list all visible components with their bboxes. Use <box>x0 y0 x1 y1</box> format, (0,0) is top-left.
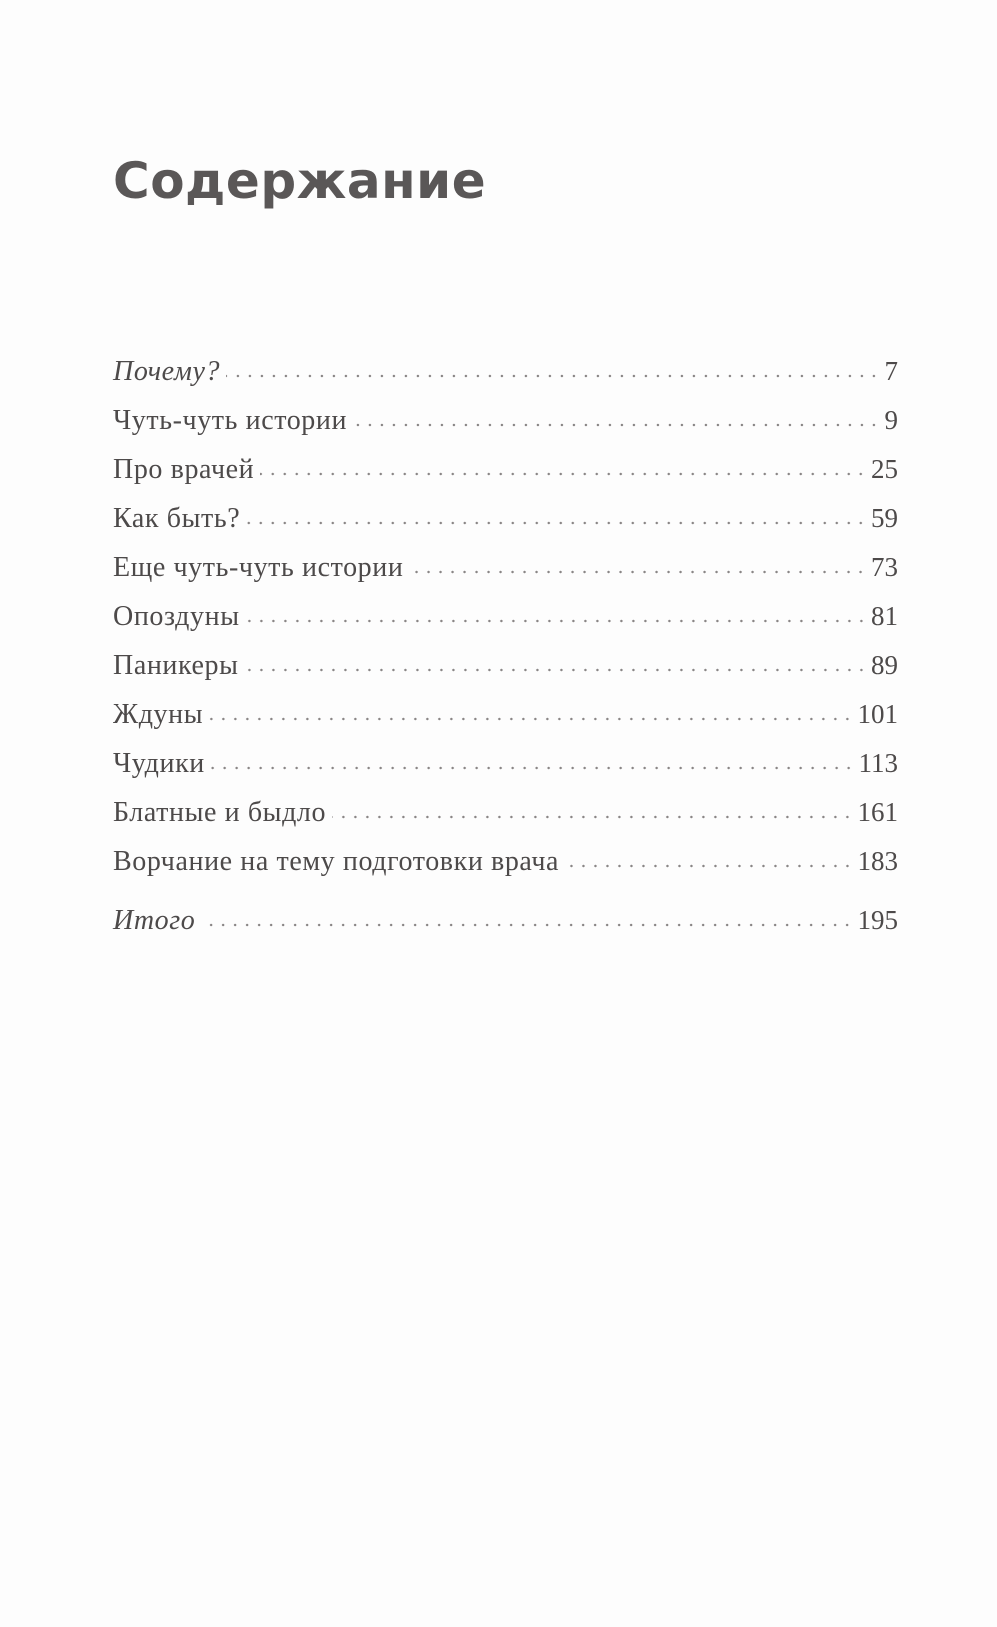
toc-entry-chudiki <box>113 748 898 797</box>
toc-entry-page-number: 161 <box>857 797 898 827</box>
dot-leader <box>201 922 853 928</box>
dot-leader <box>246 618 867 624</box>
toc-entry-page-number: 73 <box>871 552 898 582</box>
toc-entry-pochemu <box>113 356 898 405</box>
toc-entry-vorchanie <box>113 846 898 895</box>
toc-entry-chut-chut-istorii <box>113 405 898 454</box>
toc-entry-page-number: 81 <box>871 601 898 631</box>
dot-leader <box>260 471 867 477</box>
toc-entry-page-number: 183 <box>857 846 898 876</box>
dot-leader <box>245 667 867 673</box>
table-of-contents <box>113 356 898 954</box>
dot-leader <box>353 422 880 428</box>
toc-entry-zhduny <box>113 699 898 748</box>
toc-entry-label: Итого <box>113 905 196 936</box>
page-title: Содержание <box>113 152 487 210</box>
toc-entry-page-number: 101 <box>857 699 898 729</box>
toc-entry-label: Ворчание на тему подготовки врача <box>113 846 560 877</box>
toc-entry-page-number: 25 <box>871 454 898 484</box>
dot-leader <box>211 765 855 771</box>
toc-entry-label: Про врачей <box>113 454 255 485</box>
toc-entry-page-number: 9 <box>884 405 898 435</box>
toc-entry-page-number: 89 <box>871 650 898 680</box>
toc-entry-itogo <box>113 905 898 954</box>
toc-entry-label: Ждуны <box>113 699 204 730</box>
toc-entry-page-number: 195 <box>857 905 898 935</box>
toc-entry-label: Чудики <box>113 748 205 779</box>
toc-entry-label: Как быть? <box>113 503 241 534</box>
toc-entry-blatnye-i-bydlo <box>113 797 898 846</box>
toc-entry-page-number: 113 <box>858 748 898 778</box>
toc-entry-page-number: 59 <box>871 503 898 533</box>
dot-leader <box>332 814 853 820</box>
toc-entry-opozduny <box>113 601 898 650</box>
toc-entry-label: Паникеры <box>113 650 239 681</box>
toc-entry-label: Чуть-чуть истории <box>113 405 348 436</box>
dot-leader <box>226 373 880 379</box>
dot-leader <box>565 863 853 869</box>
toc-entry-label: Почему? <box>113 356 221 387</box>
toc-entry-eshche-chut-chut-istorii <box>113 552 898 601</box>
dot-leader <box>246 520 867 526</box>
toc-entry-panikery <box>113 650 898 699</box>
dot-leader <box>409 569 867 575</box>
toc-entry-page-number: 7 <box>884 356 898 386</box>
toc-entry-label: Еще чуть-чуть истории <box>113 552 404 583</box>
dot-leader <box>209 716 853 722</box>
toc-entry-label: Опоздуны <box>113 601 240 632</box>
toc-entry-kak-byt <box>113 503 898 552</box>
toc-entry-label: Блатные и быдло <box>113 797 327 828</box>
toc-entry-pro-vrachei <box>113 454 898 503</box>
